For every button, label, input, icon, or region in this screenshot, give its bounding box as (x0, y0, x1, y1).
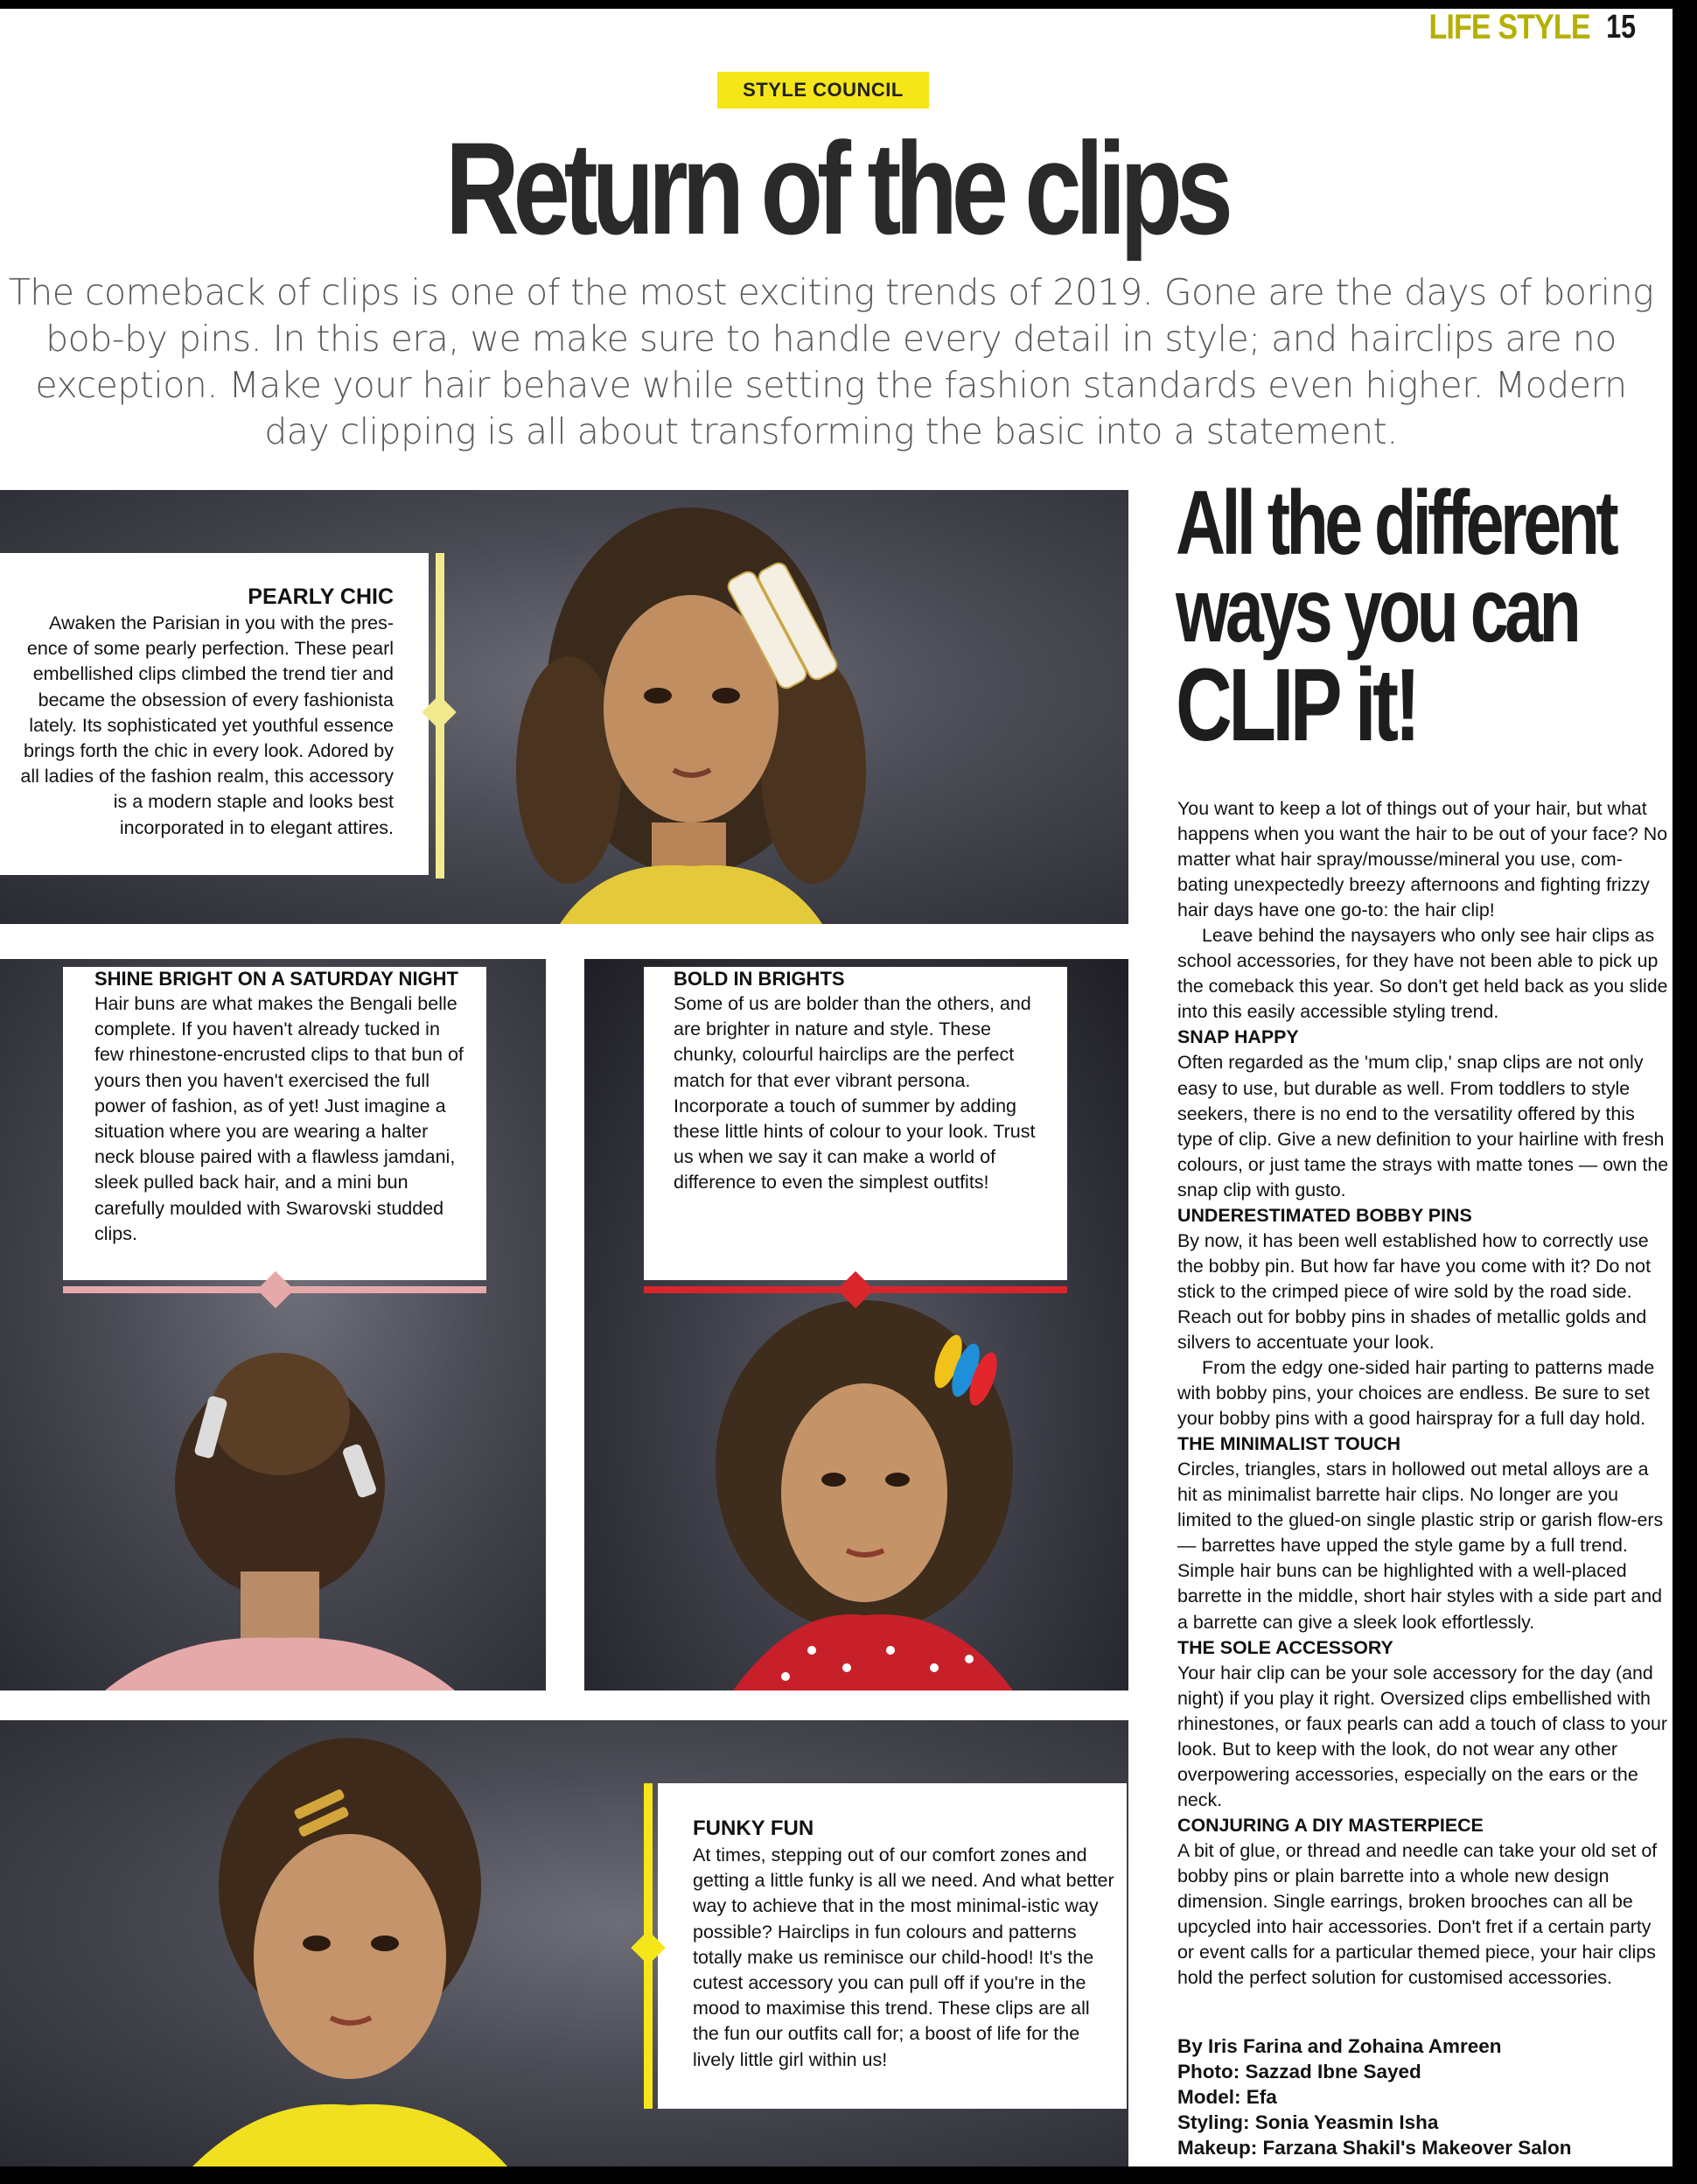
pearly-chic-body: Awaken the Parisian in you with the pres-ence of some pearly perfection. These pearl embellished clips climbed the trend tier and became the obsession of every fashionista lately. Its sophisticated yet youthful essence brings forth the chic in every look. Adored by all ladies of the fashion realm, this accessory is a modern staple and looks best incorporated in to elegant attires. (20, 612, 394, 838)
bold-brights-body: Some of us are bolder than the others, and are brighter in nature and style. These chunky, colourful hairclips are the perfect match for that ever vibrant persona. Incorporate a touch of summer by adding these little hints of colour to your look. Trust us when we say it can make a world of difference to even the simplest outfits! (674, 993, 1036, 1194)
shine-bright-body: Hair buns are what makes the Bengali belle complete. If you haven't already tucked in few rhinestone-encrusted clips to that bun of yours then you haven't exercised the full power of fashion, as of yet! Just imagine a situation where you are wearing a halter neck blouse paired with a flawless jamdani, sleek pulled back hair, and a mini bun carefully moulded with Swarovski studded clips. (94, 993, 464, 1244)
article-subhead-diy: CONJURING A DIY MASTERPIECE (1177, 1814, 1484, 1836)
bold-brights-title: BOLD IN BRIGHTS (674, 968, 845, 990)
credits-block (1177, 2034, 1667, 2160)
pearly-chic-title: PEARLY CHIC (248, 584, 394, 609)
article-paragraph: Often regarded as the 'mum clip,' snap clips are not only easy to use, but durable as well. From toddlers to style seekers, there is no end to the versatility offered by this type of clip. Give a new definition to your hairline with fresh colours, or just tame the strays with matte tones — own the snap clip with gusto. (1177, 1052, 1669, 1200)
page-number: 15 (1605, 9, 1636, 46)
credit-photo: Photo: Sazzad Ibne Sayed (1177, 2061, 1421, 2082)
article-subhead-sole: THE SOLE ACCESSORY (1177, 1636, 1393, 1658)
side-headline (1176, 472, 1616, 763)
article-paragraph: A bit of glue, or thread and needle can take your old set of bobby pins or plain barrette into a whole new design dimension. Single earrings, broken brooches can all be upcycled into hair accessories. Don't fret if a certain party or event calls for a particular themed piece, your hair clips hold the perfect solution for customised accessories. (1177, 1839, 1658, 1989)
article-paragraph: Your hair clip can be your sole accessory for the day (and night) if you play it right. Oversized clips embellished with rhinestones, or faux pearls can add a touch of class to your look. But to keep with the look, do not wear any other overpowering accessories, especially on the ears or the neck. (1177, 1662, 1668, 1810)
article-paragraph: From the edgy one-sided hair parting to patterns made with bobby pins, your choices are endless. Be sure to set your bobby pins with a good hairspray for a full day hold. (1177, 1357, 1655, 1430)
shine-bright-title: SHINE BRIGHT ON A SATURDAY NIGHT (94, 968, 458, 990)
funky-fun-title: FUNKY FUN (693, 1816, 814, 1840)
article-paragraph: By now, it has been well established how to correctly use the bobby pin. But how far have you come with it? Do not stick to the crimped piece of wire sold by the road side. Reach out for bobby pins in shades of metallic golds and silvers to accentuate your look. (1177, 1229, 1652, 1353)
credit-styling: Styling: Sonia Yeasmin Isha (1177, 2111, 1439, 2133)
article-paragraph: Leave behind the naysayers who only see hair clips as school accessories, for they have not been able to pick up the comeback this year. So don't get held back as you slide into this easily accessible styling trend. (1177, 925, 1668, 1023)
headline: Return of the clips (445, 115, 1227, 262)
page-sheet (0, 9, 1673, 2166)
side-headline-line3: CLIP it! (1176, 648, 1417, 763)
credit-makeup: Makeup: Farzana Shakil's Makeover Salon (1177, 2137, 1572, 2159)
bold-brights-box (644, 967, 1067, 1280)
article-subhead-minimal: THE MINIMALIST TOUCH (1177, 1433, 1401, 1455)
shine-bright-box (63, 967, 486, 1280)
side-headline-line2: ways you can (1176, 560, 1578, 662)
funky-fun-body: At times, stepping out of our comfort zones and getting a little funky is all we need. And what better way to achieve that in the most minimal-istic way possible? Hairclips in fun colours and patterns totally make us reminisce our child-hood! It's the cutest accessory you can pull off if you're in the mood to maximise this trend. These clips are all the fun our outfits call for; a boost of life for the lively little girl within us! (693, 1844, 1114, 2070)
article-subhead-snap: SNAP HAPPY (1177, 1026, 1299, 1048)
kicker-label: STYLE COUNCIL (717, 72, 929, 108)
side-article (1177, 796, 1673, 1991)
section-name: LIFE STYLE (1428, 9, 1590, 46)
funky-fun-box (658, 1783, 1127, 2109)
intro-paragraph: The comeback of clips is one of the most exciting trends of 2019. Gone are the days of boring bob-by pins. In this era, we make sure to handle every detail in style; and hairclips are no exception. Make your hair behave while setting the fashion standards even higher. Modern day clipping is all about transforming the basic into a statement. (8, 271, 1654, 452)
pearly-chic-box (0, 553, 429, 875)
article-paragraph: Circles, triangles, stars in hollowed out metal alloys are a hit as minimalist barrette hair clips. No longer are you limited to the glued-on single plastic strip or garish flow-ers — barrettes have upped the style game by a full trend. Simple hair buns can be highlighted with a well-placed barrette in the middle, short hair styles with a side part and a barrette can give a sleek look effortlessly. (1177, 1459, 1664, 1633)
credit-model: Model: Efa (1177, 2086, 1277, 2108)
side-headline-line1: All the different (1176, 472, 1616, 574)
section-brand (1400, 9, 1639, 46)
article-subhead-bobby: UNDERESTIMATED BOBBY PINS (1177, 1204, 1472, 1226)
article-paragraph: You want to keep a lot of things out of your hair, but what happens when you want the hair to be out of your face? No matter what hair spray/mousse/mineral you use, com-bating unexpectedly breezy afternoons and fighting frizzy hair days have one go-to: the hair clip! (1177, 798, 1668, 921)
credit-byline: By Iris Farina and Zohaina Amreen (1177, 2035, 1502, 2057)
